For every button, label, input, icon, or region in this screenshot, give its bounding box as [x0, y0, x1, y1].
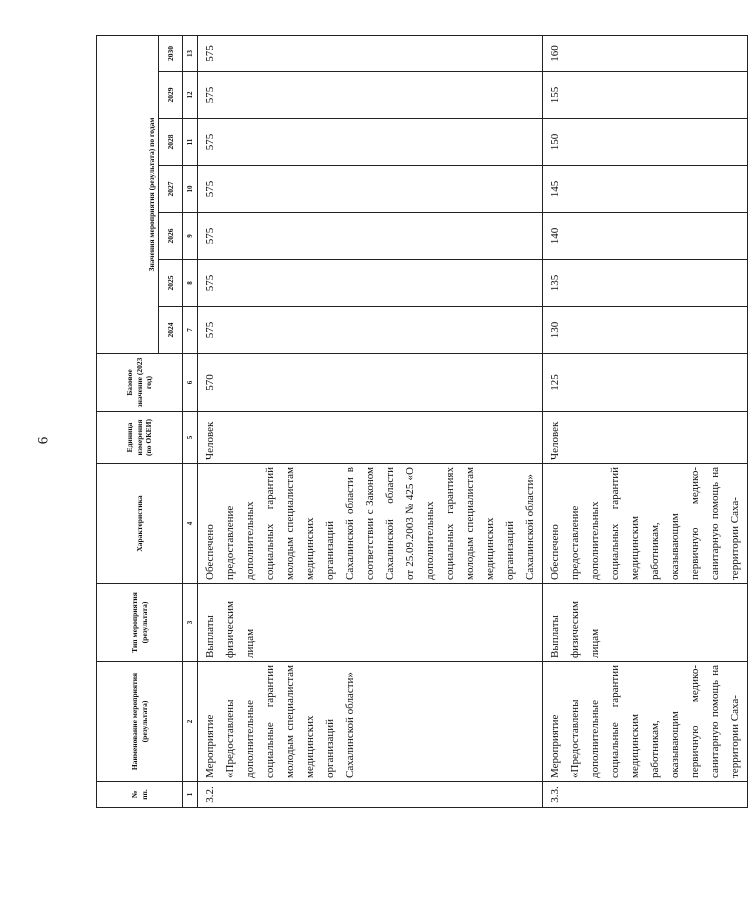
header-year: 2025	[159, 260, 183, 307]
header-year: 2026	[159, 213, 183, 260]
column-index: 7	[183, 307, 198, 354]
row-number: 3.3.	[543, 782, 748, 808]
measure-type: Выплаты физическим лицам	[543, 584, 748, 662]
year-value: 575	[198, 119, 543, 166]
page-number: 6	[35, 436, 52, 445]
header-year: 2029	[159, 72, 183, 119]
measure-characteristic: Обеспечено предоставление дополнительных социальных гарантий медицинским работникам, оказывающим первичную медико-санитарную помощь на территории Саха-	[543, 464, 748, 584]
column-index: 4	[183, 464, 198, 584]
header-year: 2030	[159, 35, 183, 71]
header-base-value: Базовое значение (2023 год)	[97, 354, 183, 412]
header-year: 2027	[159, 166, 183, 213]
year-value: 575	[198, 72, 543, 119]
measure-name: Мероприятие «Предоставлены дополнительные социальные гарантии молодым специалистам медицинских организаций Сахалинской области»	[198, 662, 543, 782]
table-row	[198, 35, 543, 807]
column-index: 1	[183, 782, 198, 808]
column-index: 12	[183, 72, 198, 119]
year-value: 130	[543, 307, 748, 354]
measure-characteristic: Обеспечено предоставление дополнительных социальных гарантий молодым специалистам медицинских организаций Сахалинской области в соответствии с Законом Сахалинской области от 25.09.2003 № 425 «О дополнительных социальных гарантиях молодым специалистам медицинских организаций Сахалинской области»	[198, 464, 543, 584]
base-value: 125	[543, 354, 748, 412]
column-index: 2	[183, 662, 198, 782]
year-value: 575	[198, 307, 543, 354]
year-value: 575	[198, 166, 543, 213]
table-row	[543, 35, 748, 807]
row-number: 3.2.	[198, 782, 543, 808]
header-unit: Единица измерения (по ОКЕИ)	[97, 412, 183, 464]
header-num: № пп.	[97, 782, 183, 808]
rotated-table-container	[96, 35, 741, 808]
year-value: 160	[543, 35, 748, 71]
column-index: 6	[183, 354, 198, 412]
column-index: 13	[183, 35, 198, 71]
year-value: 155	[543, 72, 748, 119]
year-value: 135	[543, 260, 748, 307]
year-value: 140	[543, 213, 748, 260]
header-characteristic: Характеристика	[97, 464, 183, 584]
column-index: 3	[183, 584, 198, 662]
header-values-by-year: Значения мероприятия (результата) по годам	[97, 35, 159, 353]
unit-cell: Человек	[543, 412, 748, 464]
measure-name: Мероприятие «Предоставлены дополнительные социальные гарантии медицинским работникам, оказывающим первичную медико-санитарную помощь на территории Саха-	[543, 662, 748, 782]
column-index: 10	[183, 166, 198, 213]
base-value: 570	[198, 354, 543, 412]
year-value: 145	[543, 166, 748, 213]
column-index: 8	[183, 260, 198, 307]
year-value: 575	[198, 260, 543, 307]
header-year: 2028	[159, 119, 183, 166]
year-value: 150	[543, 119, 748, 166]
column-index: 11	[183, 119, 198, 166]
header-year: 2024	[159, 307, 183, 354]
year-value: 575	[198, 213, 543, 260]
header-name: Наименование мероприятия (результата)	[97, 662, 183, 782]
header-type: Тип мероприятия (результата)	[97, 584, 183, 662]
year-value: 575	[198, 35, 543, 71]
unit-cell: Человек	[198, 412, 543, 464]
measure-type: Выплаты физическим лицам	[198, 584, 543, 662]
measures-table	[96, 35, 748, 808]
column-index: 5	[183, 412, 198, 464]
column-index: 9	[183, 213, 198, 260]
